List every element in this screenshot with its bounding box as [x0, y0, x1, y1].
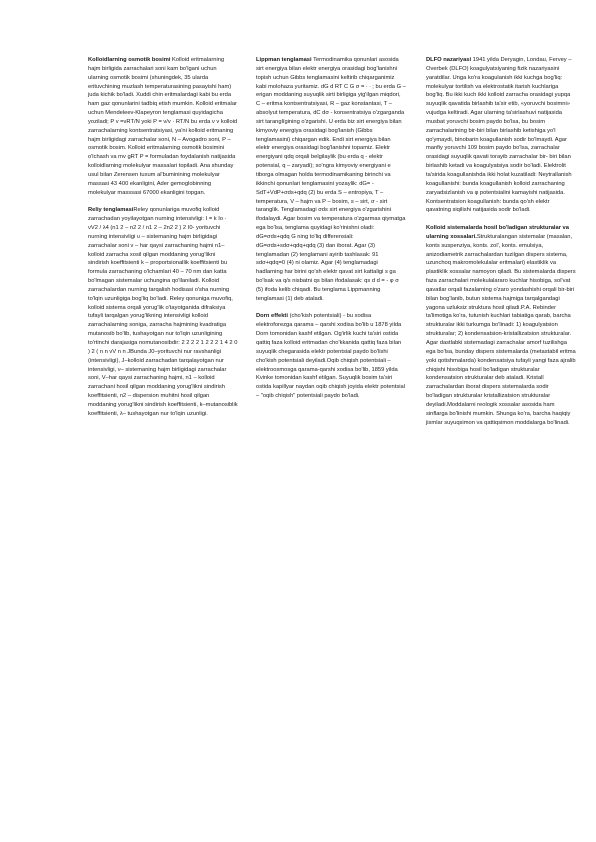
column-left [88, 56, 238, 427]
paragraph-title: DLFO nazariyasi [426, 57, 472, 63]
paragraph-title: Dorn effekti [256, 313, 288, 320]
paragraph-body: Termodinamika qonunlari asosida sirt energiya bilan elektr energiya orasidagi bog'lanishni topish uchun Gibbs tenglamasini keltirib chiqarganimiz kabi molohaza yuritamiz. dG d RT C G σ = ∙ ∙ ; bu erda G – erigan moddaning suyuqlik sirti birligiga yig'ilgan miqdori, C – eritma kontsentratsiyasi, R – gaz konstantasi, T – absolyut temperatura, dC dσ - konsentratsiya o'zgarganda sirt taranglígining o'zgarishi. U erda biz sirt energiya bilan kimyoviy energiya orasidagi bog'lanish (Gibbs tenglamasini) chiqargan edik. Endi sirt energiya bilan elektr energiya orasidagi bog'lanishni topamiz. Elektr energiyani qdq orqali belgilaylik (bu erda q - elektr potensial, q – zaryadi); so'ngra kimyoviy energiyani e tiborga olmagan holda termodinamikaning birinchi va ikkinchi qonunlari tenglamasini yozaylik: dG= -SdT+VdP+σds+qdq (2) bu erda S – entropiya, T – temperatura, V – hajm va P – bosim, s – sirt, σ - sirt taranglik. Tenglamadagi σds sirt energiya o'zgarishini ifodalaydi. Agar bosim va temperatura o'zgarmas qiymatga ega bo'lsa, tenglama quyidagi ko'rinishni oladi: dG=σds+qdq G ning to'liq differensiali: dG=σds+sdσ+qdq+qdq (3) dan iborat. Agar (3) tenglamadan (2) tenglamani ayirib tashlasak: 91 sdσ+qdq=0 (4) ni olamiz. Agar (4) tenglamadagi hadlarning har birini qo'sh elektr qavat sirt kattaligi s ga bo'lsak va q/s nisbatni qs bilan ifodalasak: qs d d = - φ σ (5) ifoda kelib chiqadi. Bu tenglama Lippmanning tenglamasi (1) deb ataladi. [256, 57, 406, 302]
paragraph-title: Kolloidlarning osmotik bosimi [88, 57, 171, 63]
paragraph-body: Reley qonunlariga muvofiq kolloid zarrachadan yoyilayotgan nurning intensivligi: I = k Io · νV2 / λ4 (n1 2 – n2 2 / n1 2 – 2n2 2 ) 2 I0- yorituvchi nurning intensivligi υ – sistemaning hajm birligidagi zarrachalar soni ν – har qaysi zarrachaning hajmi n1–kolloid zarracha xosil qilgan moddaning yorug'likni sindirish koeffitsienti k – proportsionallik koeffitsienti bu formula zarrachaning o'lchamlari 40 – 70 nm dan katta bo'lmagan sistemalar uchungina qo'llaniladi. Kolloid zarrachalardan nurning tarqalish hodisasi o'sha nurning to'lqin uzunligiga bog'liq bo'ladi. Reley qonuniga muvofiq, kolloid sistema orqali yorug'lik o'tayotganida difraksiya tufayli tarqalgan yorug'likning intensivligi kolloid zarrachalarning soniga, zarracha hajmining kvadratiga mutanosib bo'lib, tushayotgan nur to'lqin uzunligining to'rtinchi darajasiga nomutanosibdir: 2 2 2 2 1 2 2 2 1 4 2 0 ) 2 ( n n νV n n JBunda J0–yorituvchi nur ravshanligi (intensivligi), J–kolloid zarrachadan tarqalayotgan nur intensivligi, ν– sistemaning hajm birligidagi zarrachalar soni, V–har qaysi zarrachaning hajmi, n1 – kolloid zarrachani hosil qilgan moddaning yorug'likni sindirish koeffitsienti, n2 – dispersion muhitni hosil qilgan moddaning yorug'likni sindirish koeffitsienti, k–mutanosiblik koeffitsienti, λ– tushayotgan nur to'lqin uzunligi. [88, 207, 238, 417]
paragraph-body: Strukturalangan sistemalar (masalan, konts suspenziya, konts. zol', konts. emulsiya, anizodiametrik zarrachalardan tuzilgan dispers sistema, uzunchoq makromolekulalar eritmalari) elastiklik va plastiklik xossalar namoyon qiladi. Bu sistemalarda dispers faza zarrachalari molekulalararo kuchlar hisobiga, sol'vat qavatlar orqali fazalarning o'zaro yondashishi orqali bir-biri bilan bog'lanib, butun sistema hajmiga tarqalgandagi yagona uzluksiz struktura hosil qiladi.P.A. Rebinder ta'limotiga ko'ra, tutunish kuchlari tabiatiga qarab, barcha strukturalar ikki turkumga bo'linadi: 1) koagulyatsion strukturalar; 2) kondensatsion-kristallizatsion strukturalar. Agar dastlabki sistemadagi zarrachalar amorf tuzilishga ega bo'lsa, bunday dispers sistemalarda (metastabil eritma yoki qotishmalarda) kondensatsiya tufayli yangi faza ajralib chiqishi hisobiga hosil bo'ladigan strukturalar kondensatsion strukturalar deb ataladi. Kristall zarrachalardan iborat dispers sistemalarda sodir bo'ladigan strukturalar kristallizatsion strukturalar deyiladi.Moddalarni reologik xossalar asosida ham sinflarga bo'linishi mumkin. Shunga ko'ra, barcha haqiqiy jismlar suyuqsimon va qattiqsimon moddalarga bo'linadi. [426, 233, 576, 426]
paragraph-title: Lippman tenglamasi [256, 57, 312, 63]
paragraph-title: Reliy tenglamasi [88, 207, 134, 214]
paragraph-body: Kolloid eritmalarning hajm birligida zarrachalari soni kam bo'lgani uchun ularning osmotik bosimi (shuningdek, 35 ularda erituvchining muzlash temperaturasining pasayishi ham) juda kichik bo'ladi. Xuddi chin eritmalardagi kabi bu erda ham gaz qonunlarini tadbiq etish mumkin. Kolloid eritmalar uchun Mendeleev-Klapeyron tenglamasi quyidagicha yoziladi; P v =νRT/N yoki P = ν/v · RT/N bu erda ν v kolloid zarrachalarning kontsentratsiyasi, ya'ni kolloid eritmaning hajm birligidagi zarrachalar soni, N – Avogadro soni, P – osmotik bosim. Kolloid eritmalarning osmotik bosimini o'lchash va mv gRT P = formuladan foydalanish natijasida kolloidlarning molekulyar massalari topiladi. Ana shunday usul bilan Zerensen tuxum al'buminining molekulyar massasi 43 400 ekanligini, Ader gemoglobinning molekulyar masssasi 67000 ekanligini topgan. [88, 57, 238, 196]
paragraph-lippmann-equation [256, 56, 406, 304]
paragraph-dorn-effect [256, 312, 406, 400]
paragraph-rayleigh-equation [88, 206, 238, 418]
paragraph-osmotic-pressure [88, 56, 238, 198]
column-right [426, 56, 576, 436]
paragraph-body: 1941 yilda Deryagin, Londau, Fervey – Overbek (DLFO) koagulyatsiyaning fizik nazariyasini yaratdilar. Unga ko'ra koagulanish ikki kuchga bog'liq: molekulyar tortilish va elektrostatik itarish kuchlariga bog'liq. Bu ikki kuch ikki kolloid zarracha orasidagi yupqa suyuqlik qavatida birlashib ta'sir etib, «yoruvchi bosimni» vujudga keltiradi. Agar ularning ta'sirlashuvi natijasida musbat yoruvchi bosim paydo bo'lsa, bu bosim zarrachalarining bir-biri bilan birlashib ketishiga yo'l qo'ymaydi, binobarin koagullanish sodir bo'lmaydi. Agar manfiy yoruvchi 109 bosim paydo bo'lsa, zarrachalar orasidagi suyuqlik qavati torayib zarrachalar bir- biri bilan birlashib ketadi va koagulyatsiya sodir bo'ladi. Elektrolit ta'sirida koagullanishda ikki holat kuzatiladi: Neytrallanish koagullanishi: bunda koagullanish kolloid zarrachaning zaryadsizlanish va φ potentsialini kamayishi natijasida. Kontsentratsion koagullanish: bunda qo'sh elektr qavatning siqilishi natijasida sodir bo'ladi. [426, 57, 572, 214]
paragraph-colloid-structures [426, 224, 576, 427]
paragraph-title: Kolloid sistemalarda hosil bo'ladigan strukturalar va ularning xossalari. [426, 225, 569, 240]
paragraph-dlvo-theory [426, 56, 576, 215]
column-middle [256, 56, 406, 410]
paragraph-body: (cho'kish potentsiali) - bu xodisa elektroforezga qarama – qarshi xodisa bo'lib u 1878 yilda Dorn tomonidan kashf etilgan. Og'irlik kuchi ta'siri ostida qattiq faza kolloid eritmadan cho'kkanida qattiq faza bilan suyuqlik chegarasida elektr potentsial paydo bo'lishi cho'kish potentsiali deyiladi.Oqib chiqish potentsiali – elektroosmosga qarama-qarshi xodisa bo'lib, 1859 yilda Kvinke tomonidan kashf etilgan. Suyuqlik bosim ta'siri ostida kapillyar naydan oqib chiqish joyida elektr potentsial – "oqib chiqish" potentsiali paydo bo'ladi. [256, 313, 405, 400]
